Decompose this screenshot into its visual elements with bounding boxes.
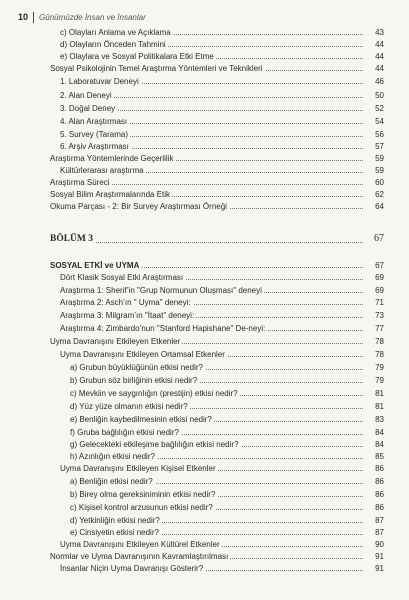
toc-entry-title: c) Olayları Anlama ve Açıklama — [60, 28, 171, 37]
toc-entry — [0, 116, 409, 127]
toc-entry-title: Okuma Parçası - 2: Bir Survey Araştırması Örneği — [50, 202, 227, 211]
toc-entry-page: 56 — [364, 129, 384, 140]
toc-entry-page: 69 — [364, 285, 384, 296]
toc-entry — [0, 51, 409, 62]
toc-entry-title: 5. Survey (Tarama) — [60, 130, 129, 139]
toc-entry-title: g) Gelecekteki etkileşime bağlılığın etkisi nedir? — [70, 440, 239, 449]
toc-entry — [0, 463, 409, 474]
toc-entry — [0, 27, 409, 38]
toc-entry-page: 78 — [364, 349, 384, 360]
toc-entry-title: BÖLÜM 3 — [50, 234, 94, 244]
toc-entry — [0, 63, 409, 74]
toc-entry-title: h) Azınlığın etkisi nedir? — [70, 452, 155, 461]
toc-entry — [0, 272, 409, 283]
toc-entry-page: 78 — [364, 336, 384, 347]
toc-entry-page: 73 — [364, 310, 384, 321]
toc-entry — [0, 563, 409, 574]
toc-entry-title: Uyma Davranışını Etkileyen Kültürel Etkenler — [60, 540, 220, 549]
toc-entry — [0, 90, 409, 101]
toc-entry — [0, 153, 409, 164]
toc-entry-title: d) Yüz yüze olmanın etkisi nedir? — [70, 402, 188, 411]
toc-entry-title: Araştırma 3: Milgram’ın "İtaat" deneyi: — [60, 311, 195, 320]
toc-entry-title: e) Olaylara ve Sosyal Politikalara Etki Etme — [60, 52, 214, 61]
toc-entry-title: Kültürlerarası araştırma — [60, 166, 144, 175]
toc-entry-page: 69 — [364, 272, 384, 283]
toc-entry — [0, 141, 409, 152]
toc-entry-title: e) Cinsiyetin etkisi nedir? — [70, 528, 159, 537]
toc-entry — [0, 427, 409, 438]
toc-entry-page: 46 — [364, 76, 384, 87]
toc-entry — [0, 129, 409, 140]
toc-entry — [0, 362, 409, 373]
dot-leader — [50, 242, 365, 243]
toc-entry-title: Sosyal Psikolojinin Temel Araştırma Yöntemleri ve Teknikleri — [50, 64, 263, 73]
toc-entry-page: 86 — [364, 463, 384, 474]
toc-entry-page: 54 — [364, 116, 384, 127]
toc-entry-page: 52 — [364, 103, 384, 114]
toc-entry-title: 1. Laboratuvar Deneyi — [60, 77, 139, 86]
toc-entry-title: Uyma Davranışını Etkileyen Etkenler — [50, 337, 181, 346]
toc-entry — [0, 527, 409, 538]
toc-entry-page: 86 — [364, 489, 384, 500]
toc-entry — [0, 539, 409, 550]
toc-entry-page: 87 — [364, 527, 384, 538]
toc-entry — [0, 476, 409, 487]
toc-entry-title: 4. Alan Araştırması — [60, 117, 128, 126]
toc-entry-title: 3. Doğal Deney — [60, 104, 116, 113]
toc-entry-page: 91 — [364, 563, 384, 574]
toc-entry-page: 86 — [364, 502, 384, 513]
toc-entry-title: 6. Arşiv Araştırması — [60, 142, 129, 151]
toc-entry-title: f) Gruba bağlılığın etkisi nedir? — [70, 428, 179, 437]
toc-entry-page: 62 — [364, 189, 384, 200]
toc-entry-title: Sosyal Bilim Araştırmalarında Etik — [50, 190, 171, 199]
toc-entry-page: 90 — [364, 539, 384, 550]
toc-entry-page: 85 — [364, 451, 384, 462]
toc-entry-page: 44 — [364, 39, 384, 50]
toc-entry — [0, 336, 409, 347]
toc-entry-page: 57 — [364, 141, 384, 152]
running-header-title: Günümüzde İnsan ve İnsanlar — [39, 12, 146, 22]
toc-entry — [0, 414, 409, 425]
toc-entry — [0, 39, 409, 50]
toc-entry — [0, 323, 409, 334]
toc-entry-title: SOSYAL ETKİ ve UYMA — [50, 261, 140, 270]
toc-entry-page: 44 — [364, 63, 384, 74]
toc-entry — [0, 285, 409, 296]
toc-entry-page: 71 — [364, 297, 384, 308]
toc-entry-page: 50 — [364, 90, 384, 101]
toc-entry-title: c) Mevkiin ve saygınlığın (prestijin) etkisi nedir? — [70, 389, 238, 398]
toc-entry — [0, 375, 409, 386]
toc-entry — [0, 388, 409, 399]
toc-entry-page: 81 — [364, 388, 384, 399]
toc-entry-title: Araştırma 4: Zimbardo’nun "Stanford Hapishane" De-neyi: — [60, 324, 266, 333]
toc-entry-page: 67 — [364, 260, 384, 271]
toc-entry-page: 43 — [364, 27, 384, 38]
toc-entry-title: Normlar ve Uyma Davranışının Kavramlaştırılması — [50, 552, 229, 561]
chapter-heading — [0, 232, 409, 246]
toc-entry-title: d) Olayların Önceden Tahmini — [60, 40, 166, 49]
toc-entry-title: 2. Alan Deneyi — [60, 91, 112, 100]
toc-entry — [0, 201, 409, 212]
toc-entry-title: Dört Klasik Sosyal Etki Araştırması — [60, 273, 184, 282]
toc-entry-title: a) Grubun büyüklüğünün etkisi nedir? — [70, 363, 203, 372]
toc-entry — [0, 349, 409, 360]
toc-entry-title: İnsanlar Niçin Uyma Davranışı Gösterir? — [60, 564, 204, 573]
toc-entry-title: d) Yetkinliğin etkisi nedir? — [70, 516, 160, 525]
toc-entry — [0, 439, 409, 450]
toc-entry-page: 81 — [364, 401, 384, 412]
toc-entry-title: b) Grubun söz birliğinin etkisi nedir? — [70, 376, 198, 385]
toc-entry-page: 77 — [364, 323, 384, 334]
toc-entry — [0, 165, 409, 176]
toc-entry — [0, 451, 409, 462]
toc-entry-page: 60 — [364, 177, 384, 188]
toc-entry-page: 86 — [364, 476, 384, 487]
toc-entry-page: 84 — [364, 427, 384, 438]
toc-entry — [0, 310, 409, 321]
toc-entry-page: 67 — [364, 232, 384, 246]
toc-entry-page: 59 — [364, 165, 384, 176]
toc-entry-title: Araştırma Süreci — [50, 178, 110, 187]
toc-entry-page: 79 — [364, 362, 384, 373]
toc-entry-page: 83 — [364, 414, 384, 425]
toc-entry-page: 44 — [364, 51, 384, 62]
toc-entry — [0, 260, 409, 271]
toc-entry-title: a) Benliğin etkisi nedir? — [70, 477, 153, 486]
toc-entry-title: c) Kişisel kontrol arzusunun etkisi nedir? — [70, 503, 213, 512]
toc-entry — [0, 515, 409, 526]
toc-entry-page: 91 — [364, 551, 384, 562]
toc-entry-page: 87 — [364, 515, 384, 526]
toc-entry — [0, 297, 409, 308]
toc-entry-title: e) Benliğin kaybedilmesinin etkisi nedir? — [70, 415, 212, 424]
toc-entry — [0, 189, 409, 200]
toc-entry — [0, 551, 409, 562]
toc-entry-title: Araştırma 2: Asch’ın " Uyma" deneyi: — [60, 298, 191, 307]
toc-entry — [0, 103, 409, 114]
toc-entry — [0, 502, 409, 513]
toc-entry-page: 64 — [364, 201, 384, 212]
toc-entry — [0, 401, 409, 412]
toc-entry-title: Araştırma Yöntemlerinde Geçerlilik — [50, 154, 174, 163]
toc-entry — [0, 76, 409, 87]
toc-entry-title: Araştırma 1: Sherif’in "Grup Normunun Oluşması" deneyi — [60, 286, 262, 295]
toc-entry — [0, 489, 409, 500]
toc-entry-page: 84 — [364, 439, 384, 450]
toc-entry-page: 59 — [364, 153, 384, 164]
toc-entry-page: 79 — [364, 375, 384, 386]
toc-entry — [0, 177, 409, 188]
page-number: 10 — [18, 12, 29, 22]
toc-entry-title: Uyma Davranışını Etkileyen Kişisel Etkenler — [60, 464, 216, 473]
toc-entry-title: b) Birey olma gereksiniminin etkisi nedir? — [70, 490, 216, 499]
toc-entry-title: Uyma Davranışını Etkileyen Ortamsal Etkenler — [60, 350, 225, 359]
